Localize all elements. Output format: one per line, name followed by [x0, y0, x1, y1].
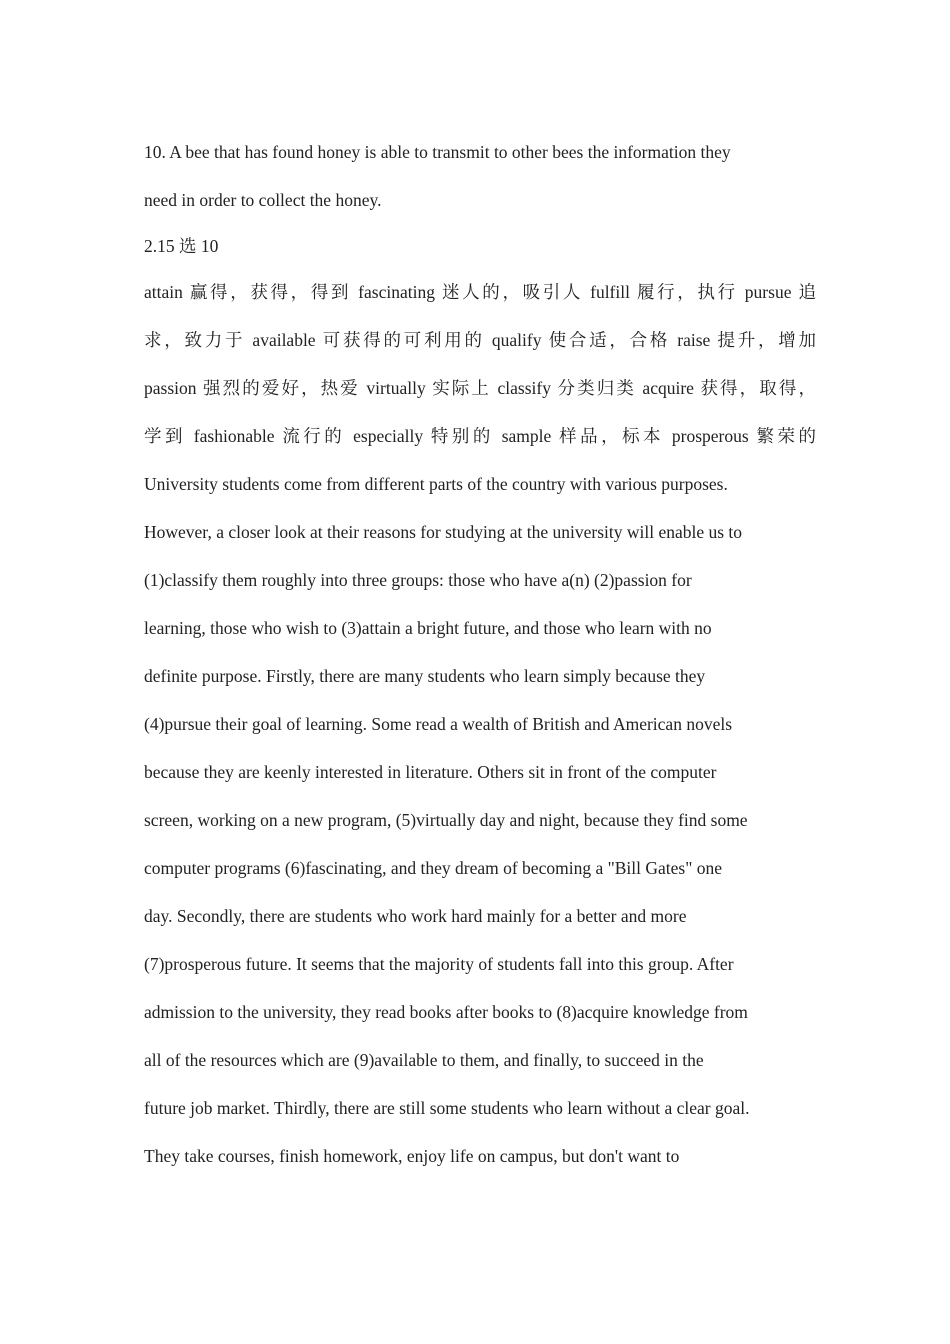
passage-line: day. Secondly, there are students who work hard mainly for a better and more	[144, 906, 687, 926]
passage-line: future job market. Thirdly, there are still some students who learn without a clear goal.	[144, 1098, 750, 1118]
passage-line: They take courses, finish homework, enjoy life on campus, but don't want to	[144, 1146, 680, 1166]
text-line: need in order to collect the honey.	[144, 190, 382, 210]
passage-line: (7)prosperous future. It seems that the majority of students fall into this group. After	[144, 954, 734, 974]
passage-line: screen, working on a new program, (5)virtually day and night, because they find some	[144, 810, 748, 830]
passage-line: learning, those who wish to (3)attain a bright future, and those who learn with no	[144, 618, 712, 638]
passage-line: definite purpose. Firstly, there are many students who learn simply because they	[144, 666, 706, 686]
vocabulary-line: attain 赢得，获得，得到 fascinating 迷人的，吸引人 fulfill 履行，执行 pursue 追	[144, 282, 816, 302]
passage-line: (4)pursue their goal of learning. Some read a wealth of British and American novels	[144, 714, 733, 734]
passage-line: admission to the university, they read books after books to (8)acquire knowledge from	[144, 1002, 748, 1022]
section-heading: 2.15 选 10	[144, 236, 219, 256]
passage-line: all of the resources which are (9)available to them, and finally, to succeed in the	[144, 1050, 704, 1070]
vocabulary-line: 求，致力于 available 可获得的可利用的 qualify 使合适，合格 raise 提升，增加	[144, 330, 816, 350]
passage-line: (1)classify them roughly into three groups: those who have a(n) (2)passion for	[144, 570, 692, 590]
passage-line: computer programs (6)fascinating, and they dream of becoming a "Bill Gates" one	[144, 858, 722, 878]
vocabulary-line: 学到 fashionable 流行的 especially 特别的 sample 样品，标本 prosperous 繁荣的	[144, 426, 816, 446]
passage-line: because they are keenly interested in literature. Others sit in front of the computer	[144, 762, 717, 782]
vocabulary-line: passion 强烈的爱好，热爱 virtually 实际上 classify 分类归类 acquire 获得，取得，	[144, 378, 816, 398]
document-body	[144, 136, 816, 1188]
passage-line: University students come from different parts of the country with various purposes.	[144, 474, 728, 494]
passage-line: However, a closer look at their reasons for studying at the university will enable us to	[144, 522, 743, 542]
text-line: 10. A bee that has found honey is able to transmit to other bees the information they	[144, 142, 731, 162]
